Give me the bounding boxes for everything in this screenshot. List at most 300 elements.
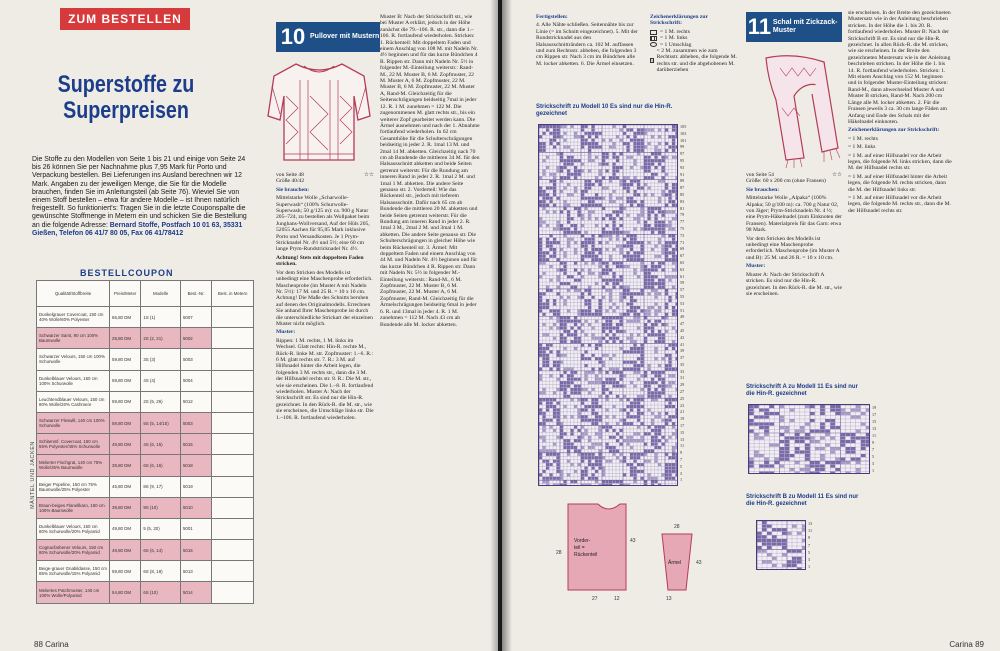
chart-cell [634, 367, 637, 370]
chart-cell [557, 378, 560, 381]
chart-cell [609, 193, 612, 196]
chart-cell [550, 234, 553, 237]
chart-cell [648, 282, 651, 285]
dim-label: 28 [556, 550, 562, 556]
chart-cell [651, 419, 654, 422]
chart-cell [665, 149, 668, 152]
chart-cell [539, 303, 542, 306]
chart-cell [606, 446, 609, 449]
chart-cell [749, 405, 754, 408]
chart-cell [539, 402, 542, 405]
chart-cell [830, 419, 835, 422]
chart-cell [564, 262, 567, 265]
chart-cell [672, 286, 675, 289]
chart-cell [644, 323, 647, 326]
chart-cell [634, 255, 637, 258]
chart-cell [623, 231, 626, 234]
coupon-row [37, 370, 254, 391]
chart-cell [641, 398, 644, 401]
chart-cell [616, 323, 619, 326]
chart-cell [820, 454, 825, 457]
chart-cell [774, 412, 779, 415]
row-number: 1 [680, 477, 683, 483]
coupon-row [37, 582, 254, 603]
chart-cell [802, 525, 806, 528]
chart-cell [637, 217, 640, 220]
chart-cell [769, 472, 774, 475]
coupon-cell: 5010 [180, 497, 211, 518]
chart-cell [641, 200, 644, 203]
chart-cell [641, 374, 644, 377]
model-10-col-1 [276, 172, 374, 423]
chart-cell [560, 190, 563, 193]
chart-cell [630, 292, 633, 295]
model-11-size: Größe: 60 x 200 cm (ohne Fransen) [746, 178, 826, 185]
chart-cell [613, 248, 616, 251]
chart-cell [637, 398, 640, 401]
model-10-muster: Rippen: 1 M. rechts, 1 M. links im Wechsel. Glatt rechts: Hin-R. rechte M., Rück-R. linke M. str. Zopfmuster: 1.–6. R.: 6 M. glatt rechts str. 7. R.: 3 M. auf Hilfsnadel hinter die Arbeit legen, die folgenden 3 M. rechts str., dann die 3 M. der Hilfsnadel rechts str. 8. R.: Die M. str., wie sie erscheinen. Die 1.–8. R. fortlaufend wiederholen. Muster A: Nach der Strickschrift str. Es sind nur die Hin-R. gezeichnet. In den Rück-R. die M. str., wie sie erscheinen, die Umschläge links str. Die 1.–106. R. fortlaufend wiederholen. [276, 337, 374, 421]
chart-cell [539, 258, 542, 261]
chart-cell [805, 447, 810, 450]
chart-cell [672, 398, 675, 401]
chart-cell [553, 453, 556, 456]
chart-cell [634, 227, 637, 230]
chart-cell [564, 272, 567, 275]
chart-cell [802, 539, 806, 542]
chart-cell [588, 463, 591, 466]
chart-cell [669, 275, 672, 278]
legend-11-title: Zeichenerklärungen zur Strickschrift: [848, 127, 940, 134]
chart-cell [553, 180, 556, 183]
chart-cell [658, 340, 661, 343]
chart-cell [648, 217, 651, 220]
chart-cell [866, 409, 870, 412]
chart-cell [672, 234, 675, 237]
coupon-cell: Beige-grauer Gnabildasse, 150 cm 85% Schurwolle/15% Polyamid [37, 561, 110, 582]
chart-cell [785, 447, 790, 450]
chart-cell [606, 224, 609, 227]
chart-cell [655, 391, 658, 394]
front-piece-label: Vorder- [574, 538, 591, 544]
chart-cell [585, 371, 588, 374]
chart-cell [772, 528, 777, 531]
quantity-input-cell[interactable] [212, 328, 254, 349]
chart-cell [550, 426, 553, 429]
chart-cell [543, 132, 546, 135]
chart-cell [546, 241, 549, 244]
chart-cell [830, 472, 835, 475]
quantity-input-cell[interactable] [212, 476, 254, 497]
chart-cell [655, 207, 658, 210]
chart-cell [634, 439, 637, 442]
chart-cell [606, 265, 609, 268]
chart-cell [606, 326, 609, 329]
chart-cell [676, 415, 679, 418]
chart-cell [805, 444, 810, 447]
chart-cell [609, 200, 612, 203]
chart-cell [644, 374, 647, 377]
chart-cell [637, 275, 640, 278]
chart-cell [846, 461, 851, 464]
chart-cell [560, 135, 563, 138]
chart-cell [749, 430, 754, 433]
chart-cell [767, 539, 772, 542]
chart-cell [835, 426, 840, 429]
chart-cell [634, 142, 637, 145]
chart-cell [546, 245, 549, 248]
chart-cell [669, 357, 672, 360]
chart-cell [616, 234, 619, 237]
chart-cell [602, 186, 605, 189]
heading-need: Sie brauchen: [746, 186, 780, 193]
chart-cell [606, 272, 609, 275]
chart-cell [644, 156, 647, 159]
chart-cell [567, 204, 570, 207]
chart-cell [797, 550, 802, 553]
chart-cell [588, 132, 591, 135]
chart-cell [606, 279, 609, 282]
chart-cell [627, 234, 630, 237]
chart-cell [641, 248, 644, 251]
chart-cell [613, 316, 616, 319]
chart-cell [557, 415, 560, 418]
chart-cell [795, 430, 800, 433]
chart-cell [787, 532, 792, 535]
chart-cell [578, 378, 581, 381]
chart-cell [606, 429, 609, 432]
chart-cell [637, 453, 640, 456]
chart-cell [585, 484, 588, 486]
chart-cell [665, 241, 668, 244]
chart-cell [613, 354, 616, 357]
chart-cell [543, 361, 546, 364]
chart-cell [644, 227, 647, 230]
chart-cell [539, 453, 542, 456]
chart-cell [641, 361, 644, 364]
coupon-row [37, 561, 254, 582]
chart-cell [658, 142, 661, 145]
chart-cell [774, 458, 779, 461]
chart-cell [613, 282, 616, 285]
chart-cell [606, 282, 609, 285]
chart-cell [588, 204, 591, 207]
chart-cell [651, 176, 654, 179]
chart-cell [567, 446, 570, 449]
chart-cell [648, 364, 651, 367]
chart-cell [780, 405, 785, 408]
chart-cell [644, 183, 647, 186]
chart-cell [792, 550, 797, 553]
chart-cell [578, 320, 581, 323]
chart-cell [609, 460, 612, 463]
chart-cell [630, 350, 633, 353]
chart-cell [651, 128, 654, 131]
model-11-gauge: Vor dem Stricken des Modells ist unbedingt eine Maschenprobe erforderlich. Maschenprobe (im Muster A und B): 25 M. und 26 R. = 10 x 10 cm. [746, 235, 840, 261]
quantity-input-cell[interactable] [212, 391, 254, 412]
row-number: 31 [680, 375, 685, 381]
chart-cell [655, 347, 658, 350]
chart-cell [769, 412, 774, 415]
chart-cell [665, 224, 668, 227]
chart-cell [620, 443, 623, 446]
chart-cell [641, 204, 644, 207]
chart-cell [592, 262, 595, 265]
chart-cell [560, 227, 563, 230]
chart-cell [550, 197, 553, 200]
chart-cell [599, 197, 602, 200]
chart-cell [585, 180, 588, 183]
chart-cell [669, 419, 672, 422]
quantity-input-cell[interactable] [212, 412, 254, 433]
chart-cell [634, 268, 637, 271]
quantity-input-cell[interactable] [212, 307, 254, 328]
row-number: 61 [680, 273, 685, 279]
chart-cell [802, 528, 806, 531]
chart-cell [599, 272, 602, 275]
chart-cell [835, 468, 840, 471]
chart-cell [634, 340, 637, 343]
chart-cell [550, 367, 553, 370]
chart-cell [780, 465, 785, 468]
chart-cell [637, 357, 640, 360]
chart-cell [665, 255, 668, 258]
row-number: 81 [680, 205, 685, 211]
chart-cell [585, 299, 588, 302]
chart-cell [662, 193, 665, 196]
chart-cell [564, 347, 567, 350]
chart-cell [560, 354, 563, 357]
chart-cell [810, 461, 815, 464]
chart-cell [644, 224, 647, 227]
chart-cell [595, 456, 598, 459]
chart-cell [810, 412, 815, 415]
chart-cell [757, 532, 762, 535]
chart-cell [592, 234, 595, 237]
chart-cell [623, 142, 626, 145]
dim-label: 27 [592, 596, 598, 602]
chart-cell [557, 125, 560, 128]
chart-cell [749, 423, 754, 426]
chart-cell [599, 234, 602, 237]
chart-cell [567, 320, 570, 323]
quantity-input-cell[interactable] [212, 349, 254, 370]
quantity-input-cell[interactable] [212, 434, 254, 455]
legend-10 [650, 14, 740, 74]
chart-cell [630, 467, 633, 470]
chart-cell [564, 303, 567, 306]
chart-cell [585, 197, 588, 200]
chart-cell [553, 323, 556, 326]
chart-cell [644, 480, 647, 483]
quantity-input-cell[interactable] [212, 518, 254, 539]
chart-cell [790, 454, 795, 457]
chart-cell [676, 255, 679, 258]
chart-cell [641, 395, 644, 398]
chart-cell [651, 152, 654, 155]
chart-cell [588, 289, 591, 292]
chart-cell [627, 405, 630, 408]
chart-cell [606, 214, 609, 217]
chart-cell [592, 473, 595, 476]
chart-cell [841, 433, 846, 436]
chart-cell [613, 145, 616, 148]
chart-cell [539, 436, 542, 439]
row-number: 7 [680, 457, 683, 463]
chart-cell [588, 241, 591, 244]
chart-cell [637, 402, 640, 405]
chart-cell [662, 371, 665, 374]
chart-cell [539, 391, 542, 394]
chart-cell [620, 286, 623, 289]
chart-cell [780, 416, 785, 419]
chart-cell [676, 436, 679, 439]
chart-cell [574, 323, 577, 326]
chart-cell [655, 255, 658, 258]
chart-cell [560, 340, 563, 343]
quantity-input-cell[interactable] [212, 582, 254, 603]
chart-cell [602, 337, 605, 340]
quantity-input-cell[interactable] [212, 455, 254, 476]
chart-cell [637, 132, 640, 135]
chart-cell [866, 433, 870, 436]
chart-cell [644, 169, 647, 172]
chart-cell [595, 193, 598, 196]
chart-cell [630, 156, 633, 159]
chart-cell [616, 395, 619, 398]
chart-cell [655, 446, 658, 449]
chart-cell [567, 169, 570, 172]
chart-cell [749, 412, 754, 415]
chart-cell [571, 432, 574, 435]
chart-cell [581, 241, 584, 244]
chart-cell [669, 470, 672, 473]
chart-cell [613, 429, 616, 432]
chart-cell [620, 279, 623, 282]
chart-cell [588, 255, 591, 258]
row-number: 21 [680, 409, 685, 415]
chart-cell [613, 173, 616, 176]
chart-cell [571, 391, 574, 394]
chart-cell [772, 542, 777, 545]
chart-cell [564, 371, 567, 374]
chart-cell [856, 405, 861, 408]
chart-cell [543, 303, 546, 306]
row-number: 23 [680, 402, 685, 408]
chart-cell [543, 306, 546, 309]
chart-cell [764, 423, 769, 426]
chart-cell [606, 248, 609, 251]
chart-cell [553, 186, 556, 189]
chart-cell [602, 286, 605, 289]
chart-cell [620, 330, 623, 333]
chart-cell [609, 279, 612, 282]
chart-cell [595, 135, 598, 138]
row-number: 3 [872, 461, 875, 466]
quantity-input-cell[interactable] [212, 540, 254, 561]
chart-cell [599, 429, 602, 432]
chart-cell [676, 262, 679, 265]
chart-cell [557, 197, 560, 200]
chart-cell [539, 255, 542, 258]
chart-cell [767, 546, 772, 549]
chart-cell [602, 381, 605, 384]
chart-cell [665, 313, 668, 316]
chart-cell [641, 350, 644, 353]
chart-cell [553, 412, 556, 415]
quantity-input-cell[interactable] [212, 370, 254, 391]
chart-cell [585, 303, 588, 306]
chart-cell [630, 309, 633, 312]
chart-cell [800, 440, 805, 443]
chart-cell [644, 449, 647, 452]
chart-cell [835, 447, 840, 450]
chart-cell [609, 449, 612, 452]
chart-cell [550, 241, 553, 244]
chart-cell [602, 361, 605, 364]
chart-cell [630, 439, 633, 442]
chart-cell [767, 542, 772, 545]
chart-cell [630, 402, 633, 405]
coupon-cell: Braun-beiges Flanellkaro, 150 cm 100% Baumwolle [37, 497, 110, 518]
chart-cell [637, 221, 640, 224]
chart-cell [620, 183, 623, 186]
chart-cell [585, 456, 588, 459]
chart-cell [655, 388, 658, 391]
quantity-input-cell[interactable] [212, 497, 254, 518]
chart-cell [662, 159, 665, 162]
chart-cell [613, 367, 616, 370]
chart-cell [672, 405, 675, 408]
chart-cell [560, 125, 563, 128]
chart-cell [672, 241, 675, 244]
chart-cell [595, 309, 598, 312]
chart-cell [637, 333, 640, 336]
row-number: 13 [872, 426, 877, 431]
chart-cell [543, 173, 546, 176]
chart-cell [830, 437, 835, 440]
chart-cell [553, 193, 556, 196]
chart-cell [543, 388, 546, 391]
chart-cell [553, 309, 556, 312]
chart-cell [795, 447, 800, 450]
chart-cell [585, 142, 588, 145]
chart-cell [644, 221, 647, 224]
chart-cell [616, 439, 619, 442]
quantity-input-cell[interactable] [212, 561, 254, 582]
chart-cell [557, 422, 560, 425]
side-label-text: MÄNTEL UND JACKEN [30, 441, 36, 509]
chart-cell [655, 374, 658, 377]
chart-cell [585, 248, 588, 251]
chart-cell [634, 456, 637, 459]
model-10-size: Größe 40/42 [276, 178, 305, 185]
chart-cell [567, 241, 570, 244]
chart-cell [655, 477, 658, 480]
chart-cell [588, 309, 591, 312]
chart-cell [613, 221, 616, 224]
chart-cell [588, 299, 591, 302]
chart-cell [588, 436, 591, 439]
chart-cell [658, 371, 661, 374]
chart-cell [602, 484, 605, 486]
chart-cell [613, 166, 616, 169]
chart-cell [648, 241, 651, 244]
chart-cell [641, 210, 644, 213]
chart-cell [564, 186, 567, 189]
chart-cell [609, 436, 612, 439]
chart-cell [669, 251, 672, 254]
chart-cell [574, 227, 577, 230]
